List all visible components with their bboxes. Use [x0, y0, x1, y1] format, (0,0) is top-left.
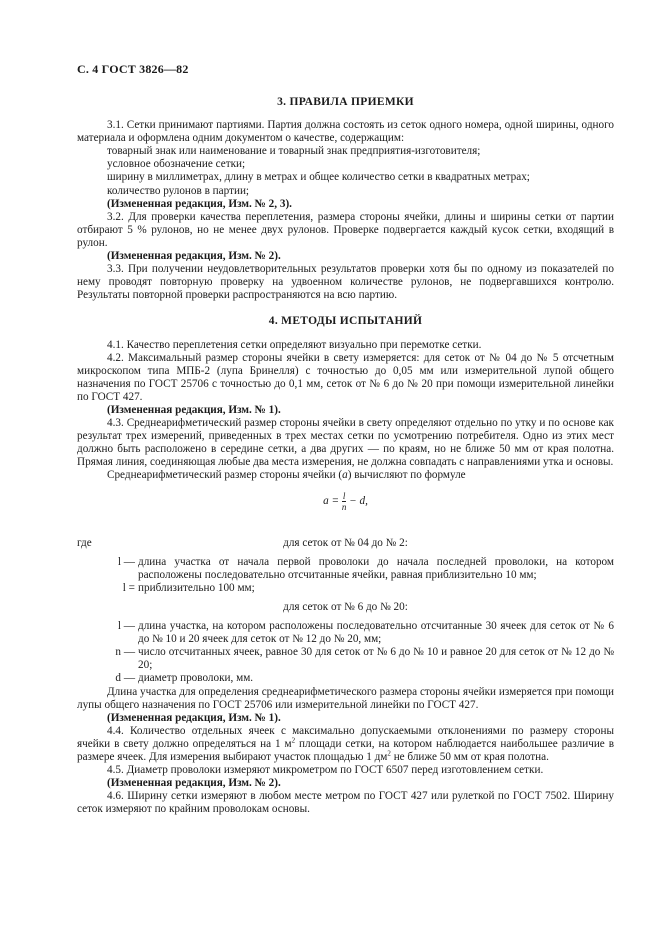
formula-rhs: − d, — [349, 494, 368, 507]
clause-4-4: 4.4. Количество отдельных ячеек с максимально допускаемыми отклонениями по размеру стороны ячейки в свету должно определяться на 1 $м^2$ площади сетки, на котором наблюдается наибольшее различие в размере ячеек. Для измерения выбирают участок площадью 1 $дм^2$ не ближе 50 мм от края полотна. — [77, 724, 614, 764]
list-item: ширину в миллиметрах, длину в метрах и общее количество сетки в квадратных метрах; — [107, 171, 530, 184]
clause-3-2: 3.2. Для проверки качества переплетения, размера стороны ячейки, длины и ширины сетки от партии отбирают 5 % рулонов, но не менее двух рулонов. Проверке подвергается каждый кусок сетки, входящий в рулон. — [77, 210, 614, 249]
list-item: товарный знак или наименование и товарный знак предприятия-изготовителя; — [107, 145, 481, 158]
clause-4-5: 4.5. Диаметр проволоки измеряют микрометром по ГОСТ 6507 перед изготовлением сетки. — [107, 764, 544, 777]
formula — [77, 491, 614, 517]
clause-4-2: 4.2. Максимальный размер стороны ячейки в свету измеряется: для сеток от № 04 до № 5 отсчетным микроскопом типа МПБ-2 (лупа Бринелля) с точностью до 0,05 мм или измерительной лупой общего назначения по ГОСТ 25706 с точностью до 0,1 мм, сеток от № 6 до № 20 при помощи измерительной линейки по ГОСТ 427. — [77, 351, 614, 403]
clause-4-6: 4.6. Ширину сетки измеряют в любом месте метром по ГОСТ 427 или рулеткой по ГОСТ 7502. Ширину сеток измеряют по крайним проволокам основы. — [77, 790, 614, 816]
section-3-title: 3. ПРАВИЛА ПРИЕМКИ — [277, 96, 414, 108]
amendment-note: (Измененная редакция, Изм. № 2, 3). — [107, 197, 292, 210]
formula-intro: Среднеарифметический размер стороны ячейки (a) вычисляют по формуле — [107, 469, 466, 482]
case-label: для сеток от № 04 до № 2: — [283, 536, 408, 549]
list-item: количество рулонов в партии; — [107, 184, 250, 197]
clause-4-3: 4.3. Среднеарифметический размер стороны ячейки в свету определяют отдельно по утку и по основе как результат трех измерений, приведенных в трех местах сетки по усмотрению потребителя. Одно из этих мест должно быть расположено в середине сетки, а два других — по краям, но не ближе 50 мм от края полотна. Прямая линия, соединяющая любые два места измерения, не должна совпадать с направлениями утка и основы. — [77, 417, 614, 469]
clause-3-3: 3.3. При получении неудовлетворительных результатов проверки хотя бы по одному из показателей по нему проводят повторную проверку на удвоенном количестве рулонов, не подвергавшихся контролю. Результаты повторной проверки распространяются на всю партию. — [77, 263, 614, 302]
clause-4-1: 4.1. Качество переплетения сетки определяют визуально при перемотке сетки. — [107, 338, 482, 351]
list-item: условное обозначение сетки; — [107, 158, 246, 171]
case-label: для сеток от № 6 до № 20: — [283, 601, 408, 613]
document-body — [77, 96, 614, 817]
amendment-note: (Измененная редакция, Изм. № 2). — [107, 250, 281, 263]
definition-row: l = приблизительно 100 мм; — [122, 581, 255, 594]
clause-3-1: 3.1. Сетки принимают партиями. Партия должна состоять из сеток одного номера, одной ширины, одного материала и оформлена одним документом о качестве, содержащим: — [77, 119, 614, 145]
definition-row: l — длина участка, на котором расположены последовательно отсчитанные 30 ячеек для сеток от № 6 до № 10 и 20 ячеек для сеток от № 12 до № 20, мм; — [117, 620, 614, 646]
amendment-note: (Измененная редакция, Изм. № 1). — [107, 403, 281, 416]
where-label: где — [77, 536, 92, 549]
amendment-note: (Измененная редакция, Изм. № 2). — [107, 777, 281, 790]
definition-row: n — число отсчитанных ячеек, равное 30 для сеток от № 6 до № 10 и равное 20 для сеток от № 12 до № 20; — [115, 646, 614, 672]
clause-4-3-length: Длина участка для определения среднеарифметического размера стороны ячейки измеряется при помощи лупы общего назначения по ГОСТ 25706 или измерительной линейки по ГОСТ 427. — [77, 685, 614, 711]
definition-row: d — диаметр проволоки, мм. — [115, 672, 254, 685]
definition-row: l — длина участка от начала первой проволоки до начала последней проволоки, на котором расположены последовательно отсчитанные ячейки, равная приблизительно 10 мм; — [117, 555, 614, 581]
formula-fraction: $\frac{l}{n}$ — [341, 490, 347, 512]
page-header: С. 4 ГОСТ 3826—82 — [77, 62, 189, 76]
formula-lhs: a = — [323, 494, 340, 507]
amendment-note: (Измененная редакция, Изм. № 1). — [107, 711, 281, 724]
section-4-title: 4. МЕТОДЫ ИСПЫТАНИЙ — [268, 315, 423, 328]
